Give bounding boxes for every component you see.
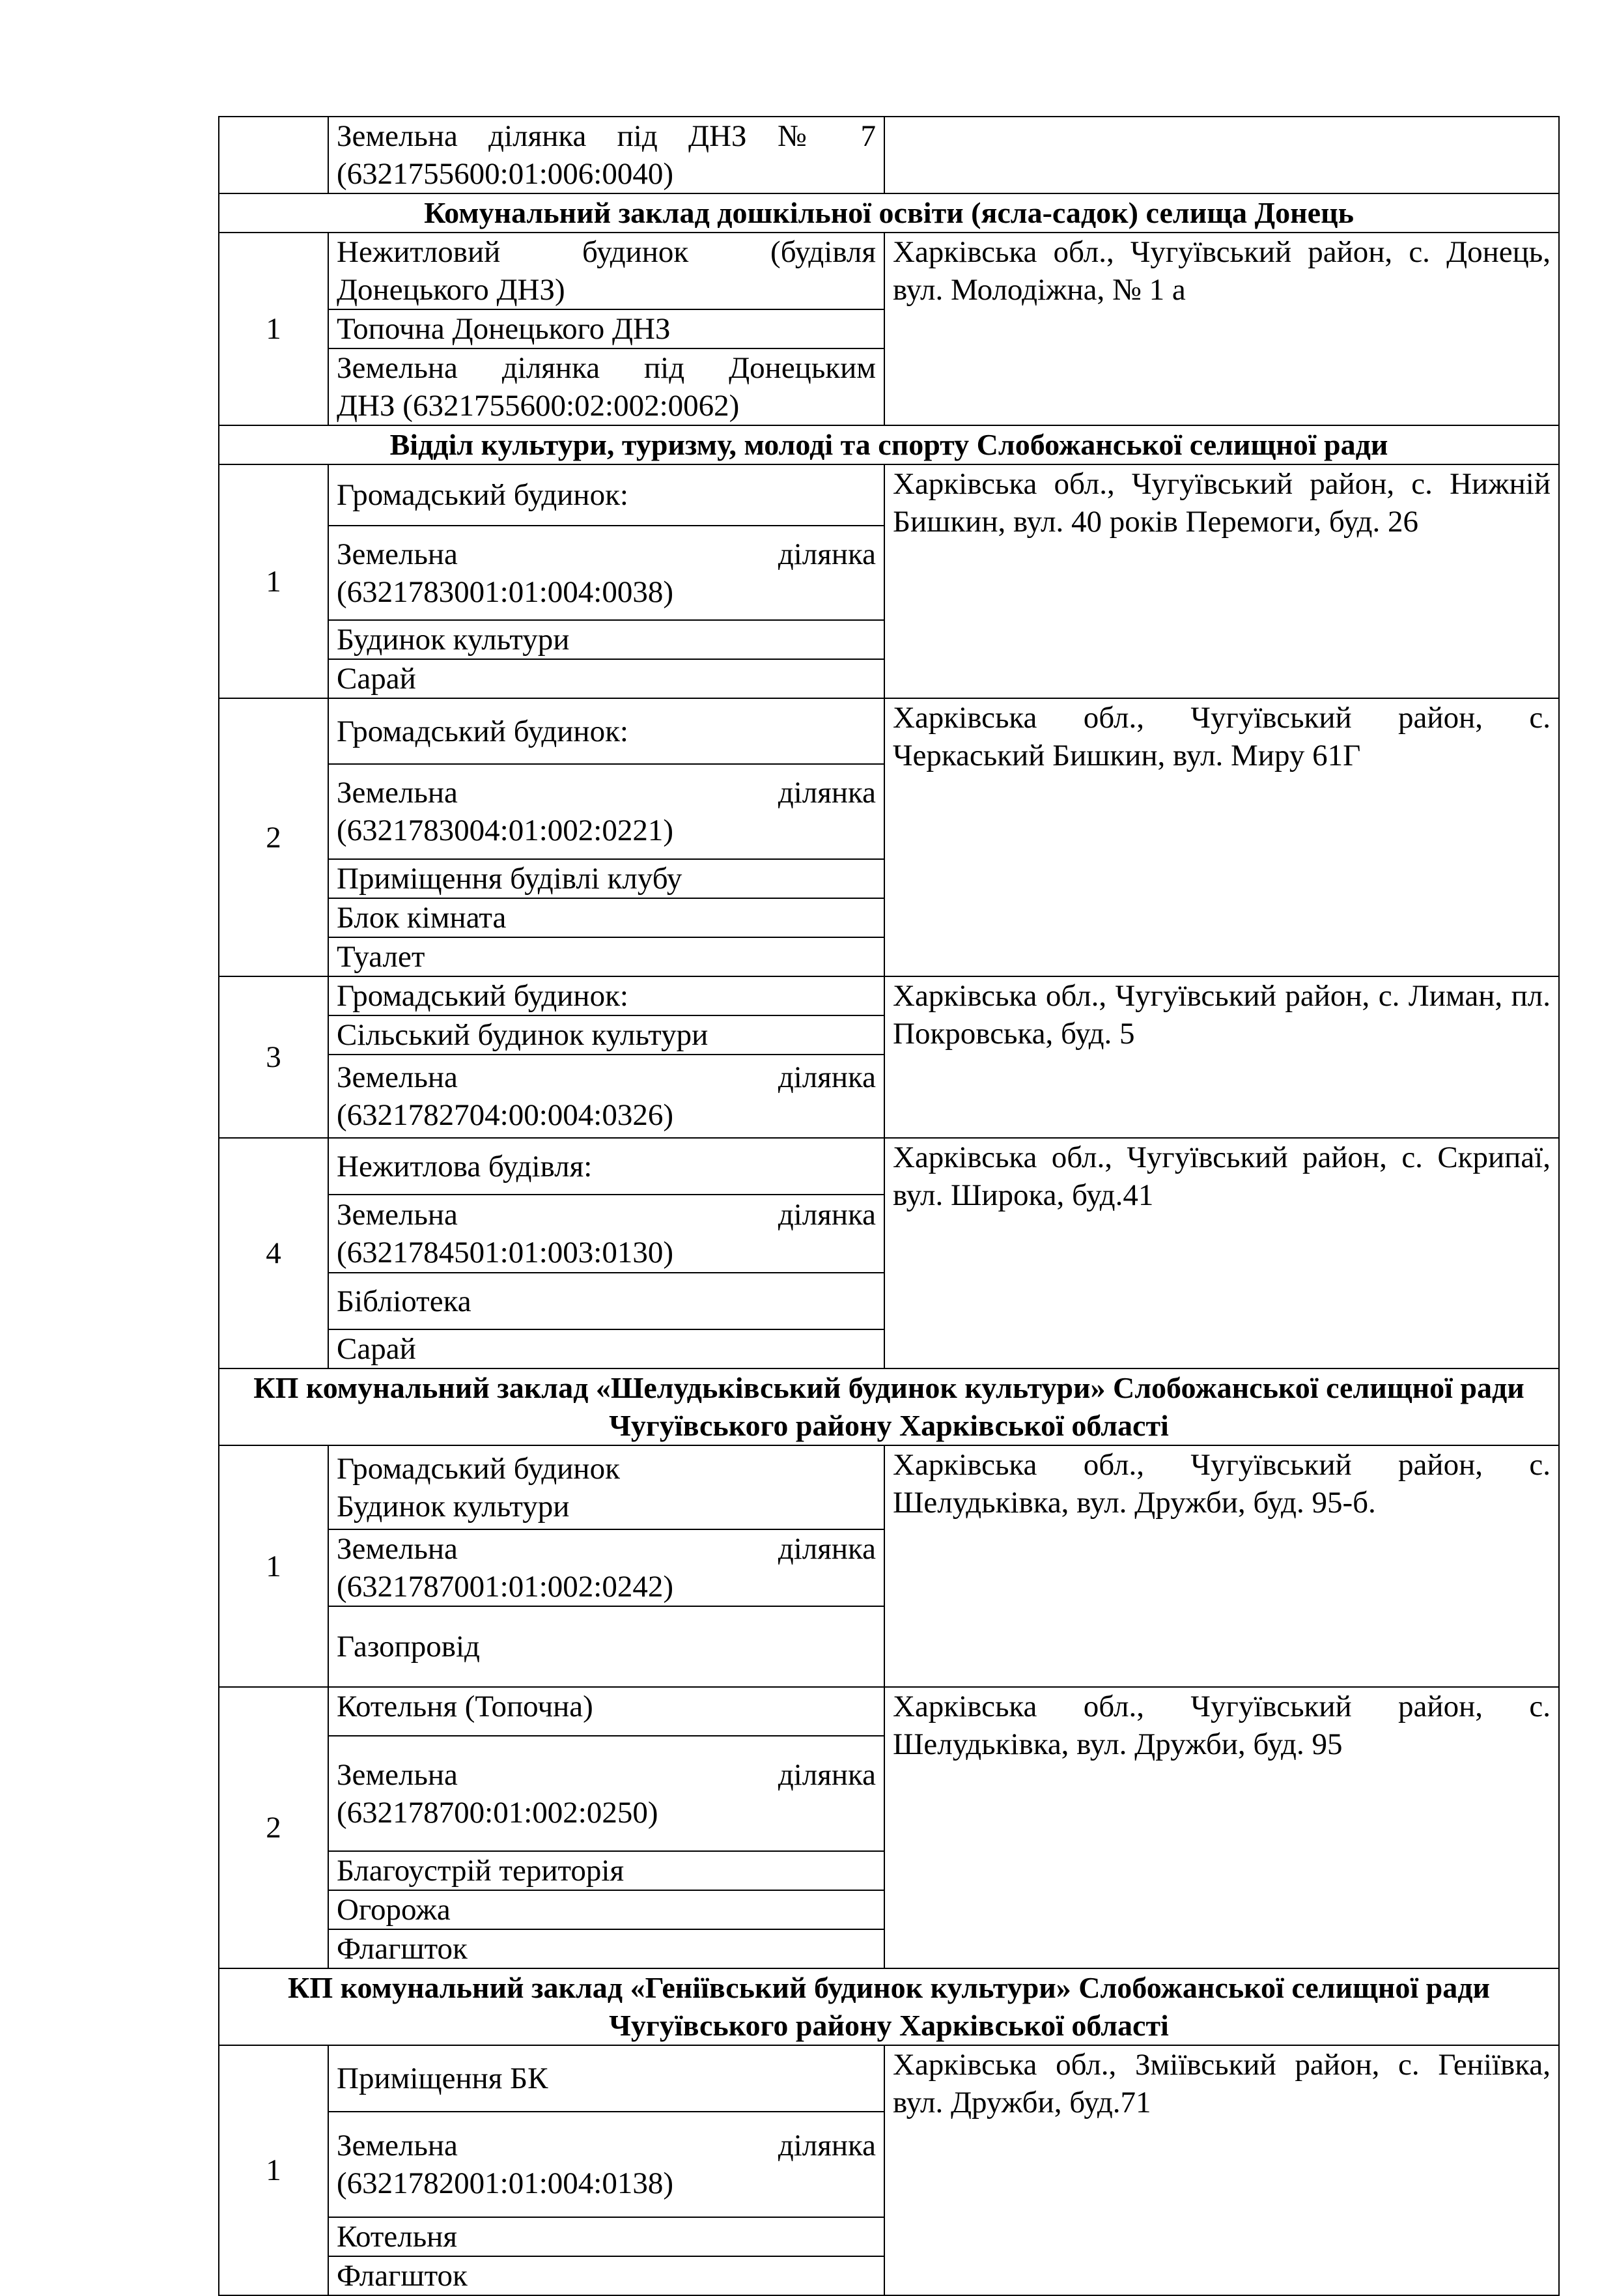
object-line: Котельня (Топочна) bbox=[337, 1690, 593, 1723]
object-cell bbox=[328, 117, 884, 193]
object-cell bbox=[328, 233, 884, 309]
object-line: Громадський будинок: bbox=[337, 478, 628, 512]
object-cell bbox=[328, 620, 884, 659]
object-line: (6321783004:01:002:0221) bbox=[337, 814, 673, 847]
row-number-cell: 1 bbox=[219, 1445, 328, 1687]
object-cell bbox=[328, 659, 884, 698]
table-row bbox=[219, 1687, 1559, 1736]
object-line: Донецького ДНЗ) bbox=[337, 273, 565, 307]
address-cell: Харківська обл., Чугуївський район, с. Шелудьківка, вул. Дружби, буд. 95-б. bbox=[884, 1445, 1559, 1687]
table-row bbox=[219, 1445, 1559, 1529]
property-table bbox=[218, 116, 1560, 2296]
object-line: Бібліотека bbox=[337, 1284, 471, 1318]
object-line: Флагшток bbox=[337, 1932, 468, 1966]
row-number-cell: 4 bbox=[219, 1138, 328, 1368]
object-cell bbox=[328, 1687, 884, 1736]
section-header-row bbox=[219, 193, 1559, 233]
row-number-cell: 2 bbox=[219, 698, 328, 976]
object-cell bbox=[328, 2256, 884, 2295]
object-cell bbox=[328, 1015, 884, 1055]
address-cell: Харківська обл., Зміївський район, с. Геніївка, вул. Дружби, буд.71 bbox=[884, 2045, 1559, 2295]
object-cell bbox=[328, 1529, 884, 1606]
object-cell bbox=[328, 976, 884, 1015]
row-number-cell: 3 bbox=[219, 976, 328, 1138]
section-title: Відділ культури, туризму, молоді та спорту Слобожанської селищної ради bbox=[219, 425, 1559, 464]
address-cell: Харківська обл., Чугуївський район, с. Лиман, пл. Покровська, буд. 5 bbox=[884, 976, 1559, 1138]
object-line: ДНЗ (6321755600:02:002:0062) bbox=[337, 389, 740, 423]
object-cell bbox=[328, 1736, 884, 1851]
row-number-cell: 1 bbox=[219, 2045, 328, 2295]
table-row bbox=[219, 2045, 1559, 2112]
object-line: Благоустрій територія bbox=[337, 1854, 625, 1888]
object-cell bbox=[328, 2217, 884, 2256]
object-cell bbox=[328, 698, 884, 764]
object-cell bbox=[328, 1195, 884, 1273]
object-line: (6321784501:01:003:0130) bbox=[337, 1236, 673, 1269]
address-cell: Харківська обл., Чугуївський район, с. Шелудьківка, вул. Дружби, буд. 95 bbox=[884, 1687, 1559, 1968]
table-row bbox=[219, 1138, 1559, 1195]
object-line: Сільський будинок культури bbox=[337, 1018, 709, 1052]
object-line: Громадський будинок bbox=[337, 1451, 620, 1486]
object-line: Сарай bbox=[337, 662, 416, 696]
object-line: Земельна ділянка bbox=[337, 1198, 876, 1232]
object-line: (6321755600:01:006:0040) bbox=[337, 157, 673, 191]
object-line: (6321782001:01:004:0138) bbox=[337, 2166, 673, 2200]
section-header-row bbox=[219, 1968, 1559, 2045]
section-title: КП комунальний заклад «Шелудьківський будинок культури» Слобожанської селищної ради Чугуївського району Харківської області bbox=[219, 1368, 1559, 1445]
address-cell bbox=[884, 117, 1559, 193]
object-cell bbox=[328, 1055, 884, 1138]
object-line: Флагшток bbox=[337, 2259, 468, 2293]
object-cell bbox=[328, 526, 884, 620]
object-cell bbox=[328, 1329, 884, 1368]
object-cell bbox=[328, 2112, 884, 2217]
object-line: Будинок культури bbox=[337, 1489, 570, 1524]
property-table-body bbox=[219, 117, 1559, 2295]
object-line: Земельна ділянка bbox=[337, 1757, 876, 1792]
object-line: Туалет bbox=[337, 940, 425, 974]
section-title: КП комунальний заклад «Геніївський будинок культури» Слобожанської селищної ради Чугуївського району Харківської області bbox=[219, 1968, 1559, 2045]
table-row bbox=[219, 233, 1559, 309]
object-cell bbox=[328, 348, 884, 425]
object-line: Сарай bbox=[337, 1332, 416, 1366]
object-line: Топочна Донецького ДНЗ bbox=[337, 312, 671, 346]
object-cell bbox=[328, 859, 884, 898]
object-cell bbox=[328, 1445, 884, 1529]
table-row bbox=[219, 117, 1559, 193]
table-row bbox=[219, 976, 1559, 1015]
object-line: Земельна ділянка bbox=[337, 1532, 876, 1566]
object-cell bbox=[328, 1273, 884, 1329]
address-cell: Харківська обл., Чугуївський район, с. Донець, вул. Молодіжна, № 1 а bbox=[884, 233, 1559, 425]
object-line: Земельна ділянка bbox=[337, 537, 876, 571]
object-line: Земельна ділянка bbox=[337, 2129, 876, 2162]
object-cell bbox=[328, 2045, 884, 2112]
section-title: Комунальний заклад дошкільної освіти (ясла-садок) селища Донець bbox=[219, 193, 1559, 233]
address-cell: Харківська обл., Чугуївський район, с. Скрипаї, вул. Широка, буд.41 bbox=[884, 1138, 1559, 1368]
object-line: Котельня bbox=[337, 2220, 457, 2254]
table-row bbox=[219, 698, 1559, 764]
address-cell: Харківська обл., Чугуївський район, с. Нижній Бишкин, вул. 40 років Перемоги, буд. 26 bbox=[884, 464, 1559, 698]
object-line: Земельна ділянка bbox=[337, 776, 876, 810]
section-header-row bbox=[219, 425, 1559, 464]
address-cell: Харківська обл., Чугуївський район, с. Черкаський Бишкин, вул. Миру 61Г bbox=[884, 698, 1559, 976]
row-number-cell: 2 bbox=[219, 1687, 328, 1968]
object-cell bbox=[328, 1138, 884, 1195]
object-line: Приміщення БК bbox=[337, 2062, 548, 2095]
object-line: Будинок культури bbox=[337, 623, 570, 657]
object-cell bbox=[328, 1606, 884, 1687]
object-cell bbox=[328, 937, 884, 976]
object-line: (632178700:01:002:0250) bbox=[337, 1795, 658, 1830]
object-line: Газопровід bbox=[337, 1630, 480, 1664]
object-line: (6321783001:01:004:0038) bbox=[337, 574, 673, 609]
object-line: Нежитловий будинок (будівля bbox=[337, 235, 876, 269]
object-line: Земельна ділянка bbox=[337, 1060, 876, 1094]
object-cell bbox=[328, 464, 884, 526]
object-cell bbox=[328, 309, 884, 348]
object-line: (6321782704:00:004:0326) bbox=[337, 1098, 673, 1132]
table-row bbox=[219, 464, 1559, 526]
object-line: (6321787001:01:002:0242) bbox=[337, 1570, 673, 1604]
section-header-row bbox=[219, 1368, 1559, 1445]
row-number-cell bbox=[219, 117, 328, 193]
object-line: Приміщення будівлі клубу bbox=[337, 862, 682, 896]
document-page bbox=[218, 116, 1558, 2296]
object-cell bbox=[328, 1929, 884, 1968]
row-number-cell: 1 bbox=[219, 464, 328, 698]
object-line: Нежитлова будівля: bbox=[337, 1149, 593, 1183]
object-cell bbox=[328, 1851, 884, 1890]
row-number-cell: 1 bbox=[219, 233, 328, 425]
object-line: Громадський будинок: bbox=[337, 714, 628, 748]
object-cell bbox=[328, 1890, 884, 1929]
object-line: Земельна ділянка під ДНЗ № 7 bbox=[337, 119, 876, 153]
object-line: Огорожа bbox=[337, 1893, 451, 1927]
object-cell bbox=[328, 764, 884, 859]
object-line: Блок кімната bbox=[337, 901, 507, 935]
object-line: Земельна ділянка під Донецьким bbox=[337, 351, 876, 385]
object-cell bbox=[328, 898, 884, 937]
object-line: Громадський будинок: bbox=[337, 979, 628, 1013]
